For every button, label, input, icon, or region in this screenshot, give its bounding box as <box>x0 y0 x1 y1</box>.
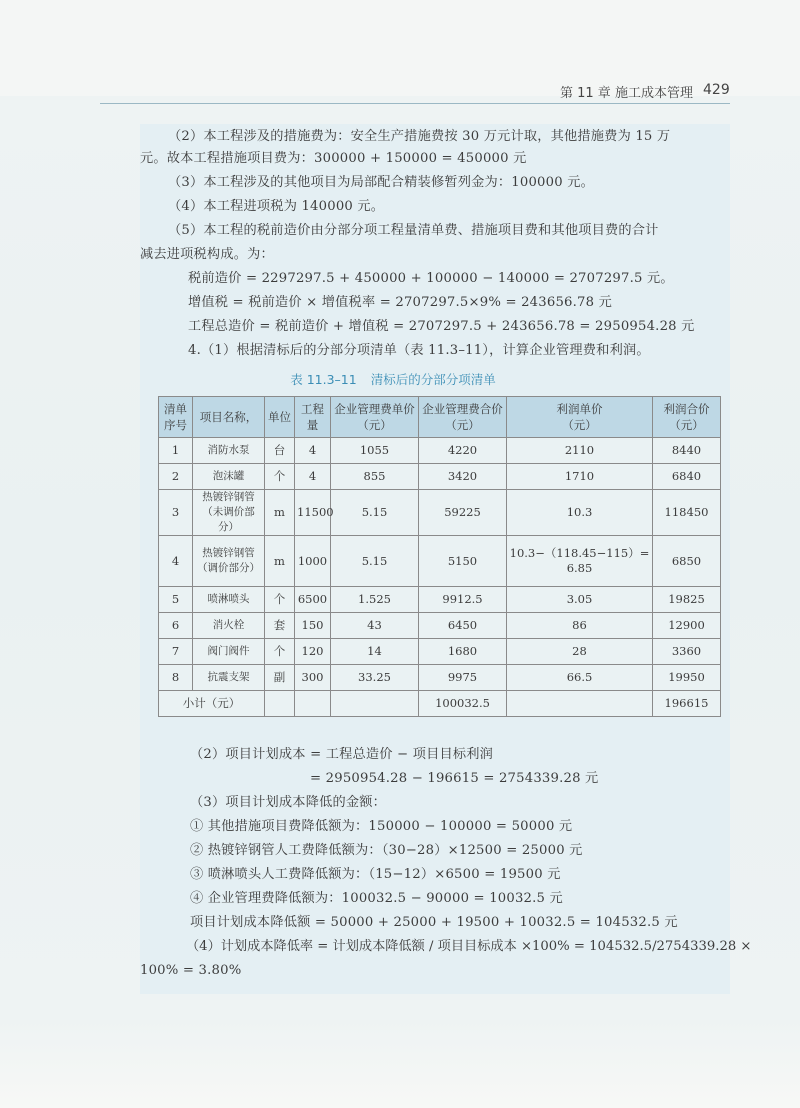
cell-mgmt-total: 3420 <box>419 464 507 490</box>
table-row <box>159 613 721 639</box>
answer-planned-cost: （2）项目计划成本 = 工程总造价 − 项目目标利润 <box>190 747 494 762</box>
header-mgmt-total <box>419 397 507 438</box>
cell-unit: 个 <box>265 464 295 490</box>
cell-mgmt-unit-price: 1.525 <box>331 587 419 613</box>
cell-profit-total: 19825 <box>653 587 721 613</box>
formula-total-price: 工程总造价 = 税前造价 + 增值税 = 2707297.5 + 243656.78 = 2950954.28 元 <box>188 319 695 334</box>
cell-quantity: 300 <box>295 665 331 691</box>
cell-mgmt-unit-price: 14 <box>331 639 419 665</box>
table-caption-title: 清标后的分部分项清单 <box>370 372 496 387</box>
cell-mgmt-unit-price: 33.25 <box>331 665 419 691</box>
cell-item-no: 2 <box>159 464 193 490</box>
formula-vat: 增值税 = 税前造价 × 增值税率 = 2707297.5×9% = 243656.78 元 <box>188 295 612 310</box>
cell-item-no: 8 <box>159 665 193 691</box>
paragraph-2-line-2: 元。故本工程措施项目费为：300000 + 150000 = 450000 元 <box>140 151 527 166</box>
paragraph-5-line-2: 减去进项税构成。为： <box>140 247 274 262</box>
cell-profit-total: 6850 <box>653 536 721 587</box>
cell-mgmt-total: 1680 <box>419 639 507 665</box>
answer-reduction-rate-line-1: （4）计划成本降低率 = 计划成本降低额 / 项目目标成本 ×100% = 104532.5/2754339.28 × <box>186 939 752 954</box>
cell-item-name: 消防水泵 <box>193 438 265 464</box>
cell-profit-total: 3360 <box>653 639 721 665</box>
answer-reduction-item-4: ④ 企业管理费降低额为：100032.5 − 90000 = 10032.5 元 <box>190 891 563 906</box>
answer-reduction-rate-line-2: 100% = 3.80% <box>140 963 242 978</box>
header-unit: 单位 <box>265 397 295 438</box>
subtotal-mgmt-total: 100032.5 <box>419 691 507 717</box>
bill-of-quantities-table <box>158 396 721 717</box>
cell-unit: m <box>265 536 295 587</box>
cell-profit-unit-price: 66.5 <box>507 665 653 691</box>
subtotal-unit <box>265 691 295 717</box>
cell-unit: 副 <box>265 665 295 691</box>
header-mgmt-total-line-1: 企业管理费合价 <box>422 402 503 416</box>
table-row <box>159 490 721 536</box>
cell-unit: 套 <box>265 613 295 639</box>
paragraph-4: （4）本工程进项税为 140000 元。 <box>168 199 385 214</box>
cell-item-no: 7 <box>159 639 193 665</box>
table-row <box>159 464 721 490</box>
cell-profit-total: 19950 <box>653 665 721 691</box>
header-profit-total-line-2: （元） <box>669 418 704 432</box>
answer-reduction-item-3: ③ 喷淋喷头人工费降低额为：（15−12）×6500 = 19500 元 <box>190 867 561 882</box>
cell-profit-unit-price: 3.05 <box>507 587 653 613</box>
cell-mgmt-total: 6450 <box>419 613 507 639</box>
cell-quantity: 150 <box>295 613 331 639</box>
cell-item-name: 热镀锌钢管 （调价部分） <box>193 536 265 587</box>
header-item-no-line-2: 序号 <box>164 418 187 432</box>
cell-quantity: 1000 <box>295 536 331 587</box>
header-item-name: 项目名称， <box>193 397 265 438</box>
paragraph-2-line-1: （2）本工程涉及的措施费为：安全生产措施费按 30 万元计取，其他措施费为 15 万 <box>168 129 671 144</box>
header-mgmt-unit-line-1: 企业管理费单价 <box>334 402 415 416</box>
cell-profit-unit-price: 2110 <box>507 438 653 464</box>
table-row <box>159 536 721 587</box>
answer-reduction-item-1: ① 其他措施项目费降低额为：150000 − 100000 = 50000 元 <box>190 819 573 834</box>
cell-quantity: 4 <box>295 438 331 464</box>
cell-quantity: 11500 <box>295 490 331 536</box>
cell-quantity: 4 <box>295 464 331 490</box>
subtotal-mgmt-unit-price <box>331 691 419 717</box>
cell-profit-unit-price: 10.3−（118.45−115）= 6.85 <box>507 536 653 587</box>
cell-item-name: 消火栓 <box>193 613 265 639</box>
cell-mgmt-total: 5150 <box>419 536 507 587</box>
cell-unit: 台 <box>265 438 295 464</box>
subtotal-quantity <box>295 691 331 717</box>
cell-mgmt-total: 9975 <box>419 665 507 691</box>
cell-item-no: 5 <box>159 587 193 613</box>
table-caption-number: 表 11.3–11 <box>290 372 357 387</box>
header-quantity: 工程量 <box>295 397 331 438</box>
header-profit-unit-price <box>507 397 653 438</box>
cell-mgmt-total: 4220 <box>419 438 507 464</box>
header-profit-unit-line-1: 利润单价 <box>556 402 603 416</box>
cell-item-name: 抗震支架 <box>193 665 265 691</box>
cell-item-name: 热镀锌钢管 （未调价部分） <box>193 490 265 536</box>
table-row <box>159 438 721 464</box>
paragraph-5-line-1: （5）本工程的税前造价由分部分项工程量清单费、措施项目费和其他项目费的合计 <box>168 223 659 238</box>
cell-profit-total: 8440 <box>653 438 721 464</box>
cell-profit-total: 12900 <box>653 613 721 639</box>
paragraph-3: （3）本工程涉及的其他项目为局部配合精装修暂列金为：100000 元。 <box>168 175 594 190</box>
subtotal-profit-total: 196615 <box>653 691 721 717</box>
cell-item-name: 喷淋喷头 <box>193 587 265 613</box>
cell-profit-total: 118450 <box>653 490 721 536</box>
table-row <box>159 639 721 665</box>
answer-total-reduction: 项目计划成本降低额 = 50000 + 25000 + 19500 + 10032.5 = 104532.5 元 <box>190 915 678 930</box>
cell-item-name: 阀门阀件 <box>193 639 265 665</box>
formula-pretax-price: 税前造价 = 2297297.5 + 450000 + 100000 − 140000 = 2707297.5 元。 <box>188 271 674 286</box>
table-caption <box>0 370 800 388</box>
running-header <box>0 78 800 104</box>
cell-unit: 个 <box>265 587 295 613</box>
answer-reduction-item-2: ② 热镀锌钢管人工费降低额为：（30−28）×12500 = 25000 元 <box>190 843 583 858</box>
cell-profit-total: 6840 <box>653 464 721 490</box>
table-header-row <box>159 397 721 438</box>
cell-mgmt-unit-price: 855 <box>331 464 419 490</box>
header-mgmt-unit-line-2: （元） <box>357 418 392 432</box>
header-profit-total <box>653 397 721 438</box>
cell-profit-unit-price: 28 <box>507 639 653 665</box>
cell-profit-unit-price: 1710 <box>507 464 653 490</box>
subtotal-row <box>159 691 721 717</box>
cell-unit: m <box>265 490 295 536</box>
table-row <box>159 587 721 613</box>
cell-quantity: 120 <box>295 639 331 665</box>
subtotal-label: 小计（元） <box>159 691 265 717</box>
header-mgmt-unit-price <box>331 397 419 438</box>
table-row <box>159 665 721 691</box>
header-item-no-line-1: 清单 <box>164 402 187 416</box>
cell-quantity: 6500 <box>295 587 331 613</box>
answer-planned-cost-value: = 2950954.28 − 196615 = 2754339.28 元 <box>310 771 599 786</box>
cell-mgmt-total: 9912.5 <box>419 587 507 613</box>
cell-mgmt-unit-price: 5.15 <box>331 490 419 536</box>
header-divider <box>100 103 730 104</box>
header-profit-total-line-1: 利润合价 <box>663 402 710 416</box>
chapter-title: 第 11 章 施工成本管理 <box>560 86 693 101</box>
cell-mgmt-unit-price: 1055 <box>331 438 419 464</box>
header-item-no <box>159 397 193 438</box>
cell-profit-unit-price: 86 <box>507 613 653 639</box>
cell-item-no: 4 <box>159 536 193 587</box>
subtotal-profit-unit-price <box>507 691 653 717</box>
page-number: 429 <box>703 82 730 98</box>
cell-profit-unit-price: 10.3 <box>507 490 653 536</box>
cell-item-no: 1 <box>159 438 193 464</box>
header-profit-unit-line-2: （元） <box>562 418 597 432</box>
cell-unit: 个 <box>265 639 295 665</box>
cell-mgmt-unit-price: 5.15 <box>331 536 419 587</box>
answer-cost-reduction-heading: （3）项目计划成本降低的金额： <box>190 795 387 810</box>
cell-item-name: 泡沫罐 <box>193 464 265 490</box>
cell-item-no: 6 <box>159 613 193 639</box>
question-4-intro: 4.（1）根据清标后的分部分项清单（表 11.3–11），计算企业管理费和利润。 <box>188 343 650 358</box>
header-mgmt-total-line-2: （元） <box>445 418 480 432</box>
cell-item-no: 3 <box>159 490 193 536</box>
cell-mgmt-total: 59225 <box>419 490 507 536</box>
cell-mgmt-unit-price: 43 <box>331 613 419 639</box>
